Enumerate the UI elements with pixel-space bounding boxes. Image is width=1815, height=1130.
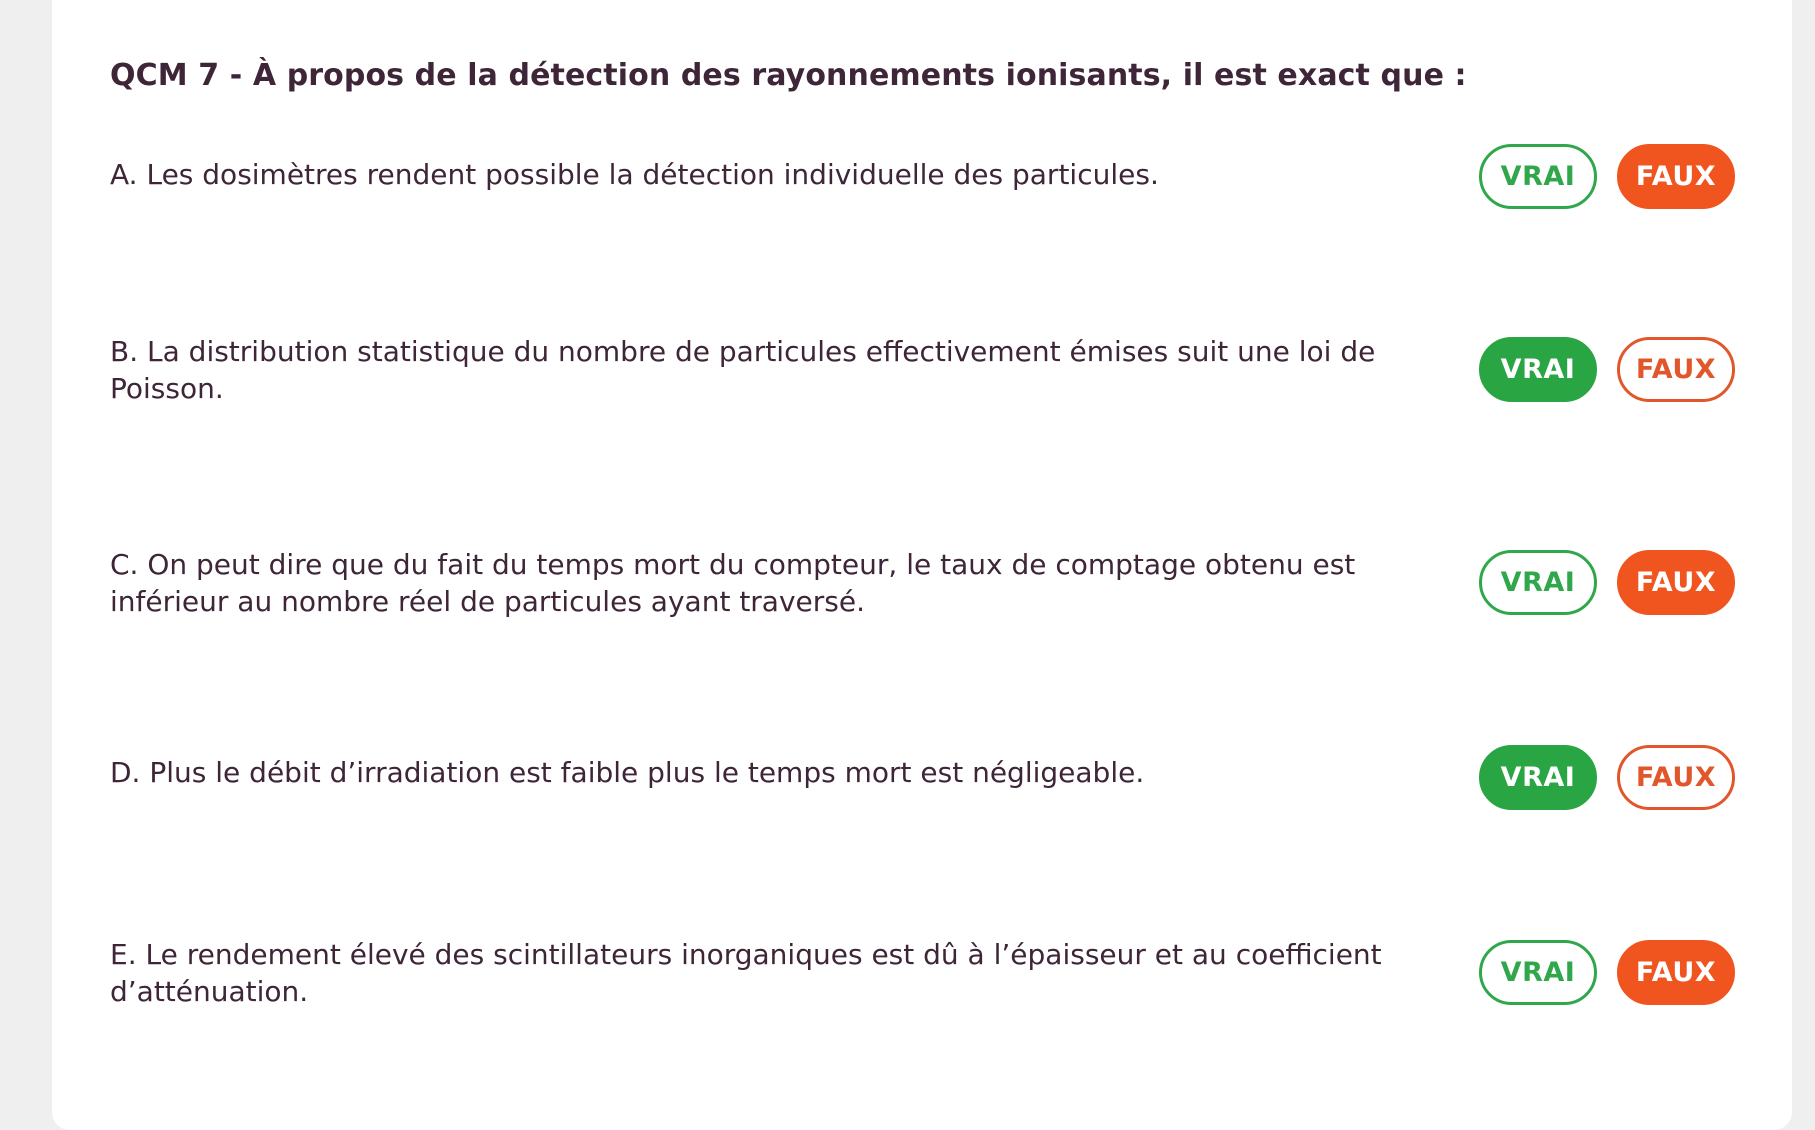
question-e-text: E. Le rendement élevé des scintillateurs inorganiques est dû à l’épaisseur et au coefficient d’atténuation. xyxy=(110,938,1382,1008)
question-b-vrai-button[interactable]: VRAI xyxy=(1479,337,1597,402)
question-c-faux-button[interactable]: FAUX xyxy=(1617,550,1735,615)
question-b-text: B. La distribution statistique du nombre de particules effectivement émises suit une loi de Poisson. xyxy=(110,335,1376,405)
question-d-vrai-button[interactable]: VRAI xyxy=(1479,745,1597,810)
question-c-text: C. On peut dire que du fait du temps mort du compteur, le taux de comptage obtenu est inférieur au nombre réel de particules ayant traversé. xyxy=(110,548,1356,618)
question-e-vrai-button[interactable]: VRAI xyxy=(1479,940,1597,1005)
question-d-faux-button[interactable]: FAUX xyxy=(1617,745,1735,810)
question-a-text: A. Les dosimètres rendent possible la détection individuelle des particules. xyxy=(110,158,1159,191)
qcm-title: QCM 7 - À propos de la détection des rayonnements ionisants, il est exact que : xyxy=(110,58,1467,93)
question-a-faux-button[interactable]: FAUX xyxy=(1617,144,1735,209)
question-c-vrai-button[interactable]: VRAI xyxy=(1479,550,1597,615)
question-b-faux-button[interactable]: FAUX xyxy=(1617,337,1735,402)
question-e-faux-button[interactable]: FAUX xyxy=(1617,940,1735,1005)
question-d-text: D. Plus le débit d’irradiation est faible plus le temps mort est négligeable. xyxy=(110,756,1145,789)
question-a-vrai-button[interactable]: VRAI xyxy=(1479,144,1597,209)
